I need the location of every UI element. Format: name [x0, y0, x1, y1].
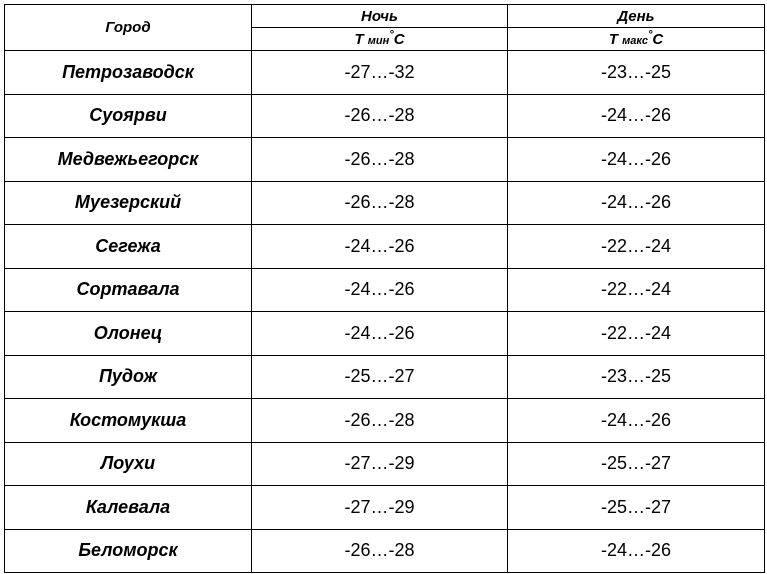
- night-temperature: -27…-32: [252, 51, 508, 95]
- header-night: Ночь: [252, 5, 508, 28]
- day-temperature: -25…-27: [508, 486, 765, 530]
- temp-unit: С: [393, 30, 405, 48]
- city-name: Муезерский: [5, 181, 252, 225]
- city-name: Беломорск: [5, 529, 252, 573]
- city-name: Сортавала: [5, 268, 252, 312]
- day-temperature: -22…-24: [508, 268, 765, 312]
- table-row: [5, 51, 765, 95]
- night-temperature: -26…-28: [252, 529, 508, 573]
- night-temperature: -27…-29: [252, 442, 508, 486]
- city-name: Сегежа: [5, 225, 252, 269]
- header-day-max-temp: [508, 28, 765, 51]
- day-temperature: -24…-26: [508, 138, 765, 182]
- day-temperature: -24…-26: [508, 399, 765, 443]
- table-row: [5, 94, 765, 138]
- city-name: Медвежьегорск: [5, 138, 252, 182]
- table-row: [5, 355, 765, 399]
- header-city: Город: [5, 5, 252, 51]
- header-night-min-temp: [252, 28, 508, 51]
- temp-unit: С: [652, 30, 664, 48]
- table-row: [5, 138, 765, 182]
- day-temperature: -22…-24: [508, 225, 765, 269]
- day-temperature: -24…-26: [508, 94, 765, 138]
- night-temperature: -26…-28: [252, 181, 508, 225]
- table-header: [5, 5, 765, 51]
- header-day: День: [508, 5, 765, 28]
- degree-sign: °: [648, 28, 653, 41]
- table-body: [5, 51, 765, 573]
- table-row: [5, 529, 765, 573]
- table-row: [5, 225, 765, 269]
- temp-symbol: Т: [354, 30, 364, 48]
- table-row: [5, 268, 765, 312]
- night-temperature: -24…-26: [252, 268, 508, 312]
- city-name: Лоухи: [5, 442, 252, 486]
- degree-sign: °: [389, 28, 394, 41]
- night-temperature: -26…-28: [252, 94, 508, 138]
- day-temperature: -22…-24: [508, 312, 765, 356]
- city-name: Пудож: [5, 355, 252, 399]
- temp-qualifier: мин: [367, 34, 390, 47]
- night-temperature: -27…-29: [252, 486, 508, 530]
- table-row: [5, 486, 765, 530]
- city-name: Олонец: [5, 312, 252, 356]
- day-temperature: -23…-25: [508, 355, 765, 399]
- day-temperature: -24…-26: [508, 181, 765, 225]
- day-temperature: -24…-26: [508, 529, 765, 573]
- temp-symbol: Т: [608, 30, 618, 48]
- city-name: Суоярви: [5, 94, 252, 138]
- city-name: Костомукша: [5, 399, 252, 443]
- forecast-table: [4, 4, 765, 573]
- table-row: [5, 312, 765, 356]
- night-temperature: -25…-27: [252, 355, 508, 399]
- night-temperature: -24…-26: [252, 225, 508, 269]
- table-row: [5, 442, 765, 486]
- table-row: [5, 399, 765, 443]
- table-row: [5, 181, 765, 225]
- city-name: Калевала: [5, 486, 252, 530]
- night-temperature: -24…-26: [252, 312, 508, 356]
- night-temperature: -26…-28: [252, 399, 508, 443]
- day-temperature: -25…-27: [508, 442, 765, 486]
- city-name: Петрозаводск: [5, 51, 252, 95]
- temp-qualifier: макс: [622, 34, 649, 47]
- day-temperature: -23…-25: [508, 51, 765, 95]
- night-temperature: -26…-28: [252, 138, 508, 182]
